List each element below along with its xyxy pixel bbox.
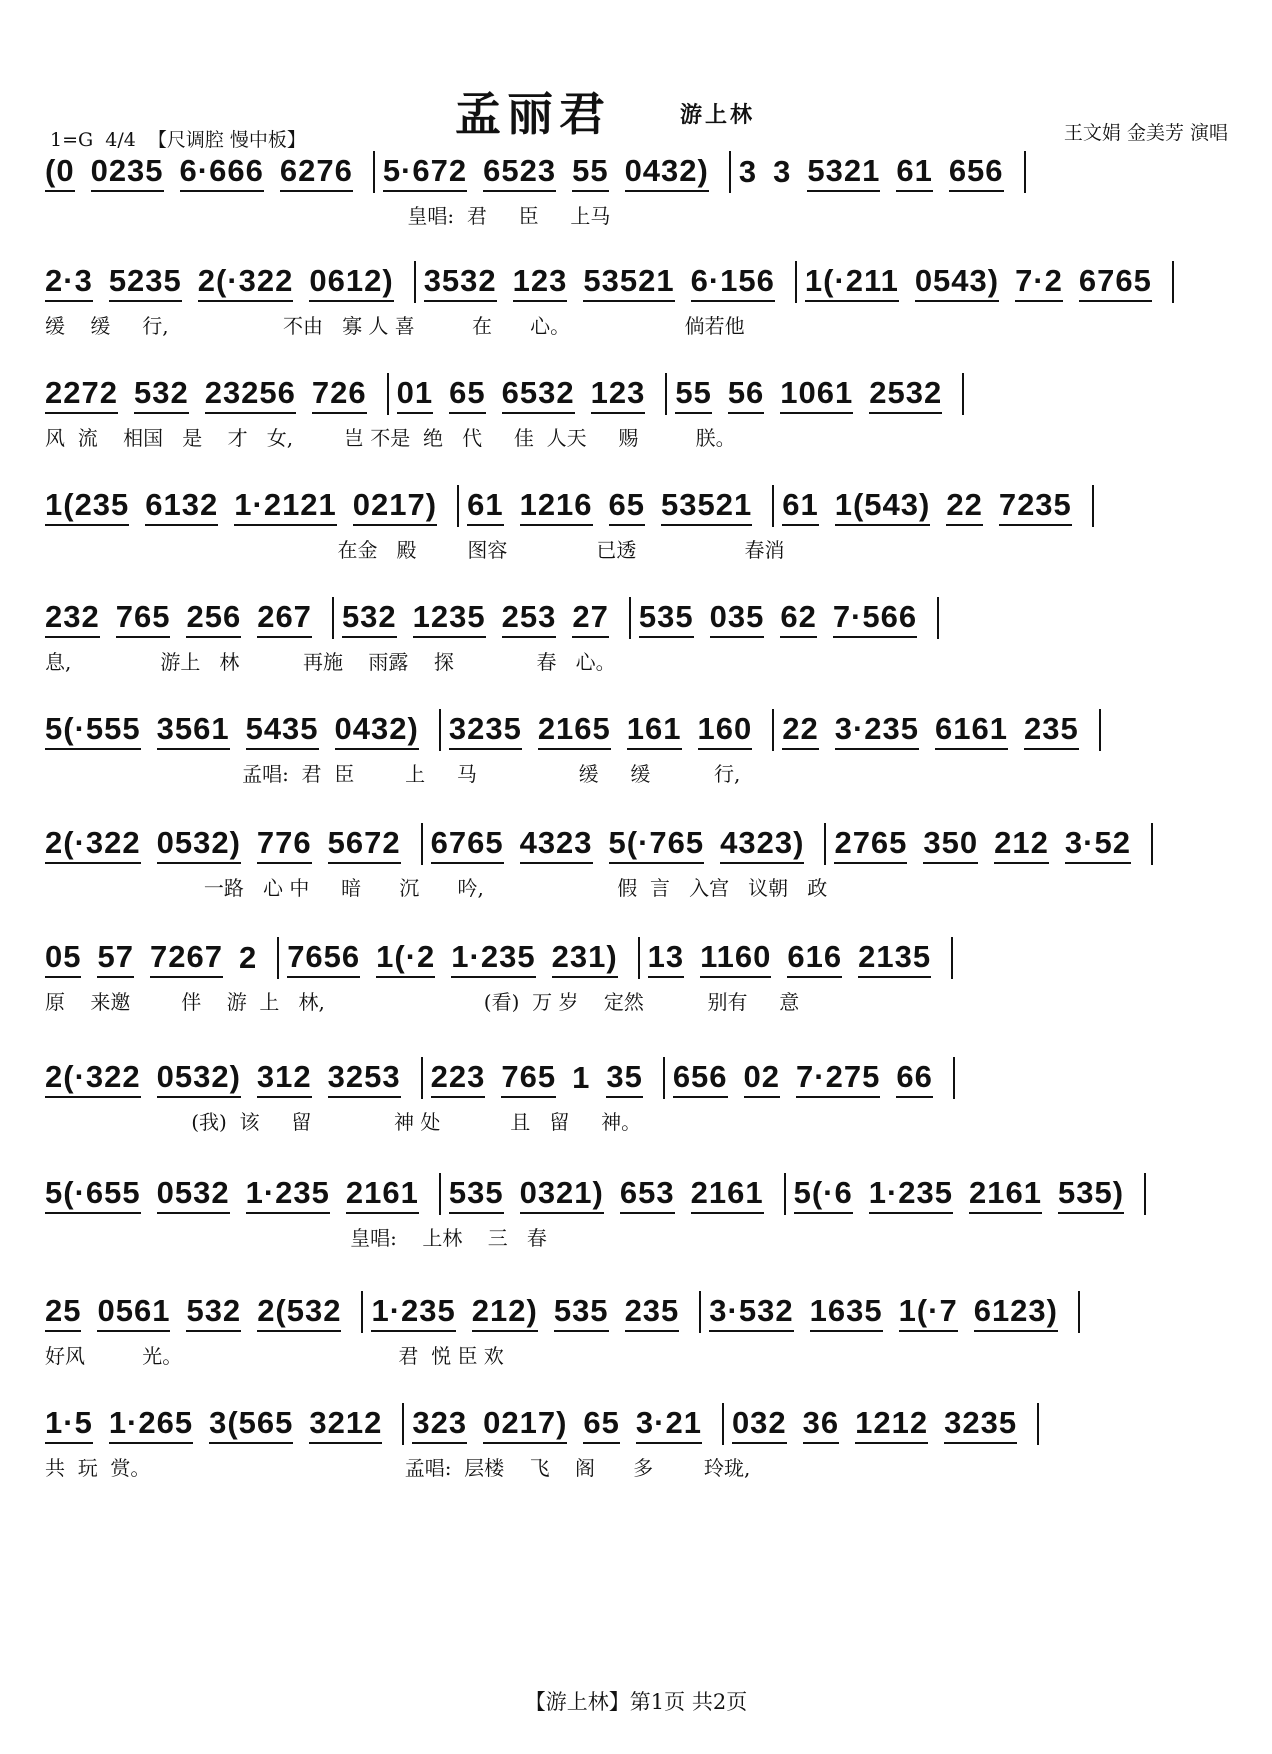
bar-line	[772, 485, 774, 527]
note-group: 2161	[346, 1175, 419, 1214]
note-group: 5(·555	[45, 711, 141, 750]
score-title: 孟丽君	[455, 87, 611, 141]
note-group: 323	[412, 1405, 467, 1444]
lyric-line: 好风 光。 君 悦 臣 欢	[45, 1344, 504, 1368]
note-group: 1·265	[109, 1405, 193, 1444]
note-group: 3235	[944, 1405, 1017, 1444]
note-group: 1	[572, 1059, 591, 1095]
note-line	[45, 708, 1233, 752]
note-group: 253	[502, 599, 557, 638]
note-group: 3253	[328, 1059, 401, 1098]
note-group: 532	[186, 1293, 241, 1332]
note-group: 3·21	[636, 1405, 702, 1444]
note-group: 123	[591, 375, 646, 414]
tempo-style: 【尺调腔 慢中板】	[147, 129, 306, 151]
note-group: 2135	[858, 939, 931, 978]
note-group: 532	[134, 375, 189, 414]
note-group: 1(543)	[835, 487, 931, 526]
lyric-line: 共 玩 赏。 孟唱: 层楼 飞 阁 多 玲珑,	[45, 1456, 751, 1480]
note-group: 312	[257, 1059, 312, 1098]
note-group: 2272	[45, 375, 118, 414]
bar-line	[722, 1403, 724, 1445]
note-group: 7·275	[796, 1059, 880, 1098]
bar-line	[402, 1403, 404, 1445]
note-group: 3561	[157, 711, 230, 750]
note-group: 7·2	[1015, 263, 1063, 302]
note-group: 3	[773, 153, 792, 189]
note-group: 35	[606, 1059, 642, 1098]
bar-line	[1078, 1291, 1080, 1333]
note-group: 1235	[413, 599, 486, 638]
bar-line	[439, 709, 441, 751]
key-signature: 1=G	[50, 129, 94, 151]
note-group: 535)	[1058, 1175, 1124, 1214]
note-group: 62	[780, 599, 816, 638]
note-group: 6161	[935, 711, 1008, 750]
note-group: 223	[431, 1059, 486, 1098]
note-group: 6765	[1079, 263, 1152, 302]
note-group: 56	[728, 375, 764, 414]
note-group: 231)	[552, 939, 618, 978]
bar-line	[795, 261, 797, 303]
notation-row	[45, 140, 1233, 236]
note-group: 212)	[472, 1293, 538, 1332]
note-group: 22	[782, 711, 818, 750]
note-group: 23256	[205, 375, 296, 414]
bar-line	[387, 373, 389, 415]
note-group: 0321)	[520, 1175, 604, 1214]
note-group: 653	[620, 1175, 675, 1214]
lyric-line: 息, 游上 林 再施 雨露 探 春 心。	[45, 650, 616, 674]
note-group: 7267	[150, 939, 223, 978]
bar-line	[937, 597, 939, 639]
note-group: 3212	[309, 1405, 382, 1444]
note-group: 6·156	[691, 263, 775, 302]
note-group: 65	[583, 1405, 619, 1444]
note-group: 1·235	[371, 1293, 455, 1332]
bar-line	[824, 823, 826, 865]
bar-line	[439, 1173, 441, 1215]
note-group: 55	[572, 153, 608, 192]
note-group: 0532)	[157, 1059, 241, 1098]
note-group: 532	[342, 599, 397, 638]
notation-row	[45, 812, 1233, 908]
note-group: 160	[698, 711, 753, 750]
note-group: 2161	[691, 1175, 764, 1214]
note-group: 3·235	[835, 711, 919, 750]
note-group: 2161	[969, 1175, 1042, 1214]
note-group: 123	[513, 263, 568, 302]
notation-row	[45, 1162, 1233, 1258]
note-group: 032	[732, 1405, 787, 1444]
note-group: 0217)	[483, 1405, 567, 1444]
note-group: 5(·6	[794, 1175, 853, 1214]
page-footer: 【游上林】第1页 共2页	[524, 1690, 748, 1714]
note-group: 55	[675, 375, 711, 414]
bar-line	[665, 373, 667, 415]
bar-line	[953, 1057, 955, 1099]
note-group: 535	[639, 599, 694, 638]
note-group: 256	[186, 599, 241, 638]
note-group: 5235	[109, 263, 182, 302]
note-group: 2165	[538, 711, 611, 750]
bar-line	[1092, 485, 1094, 527]
note-group: 36	[803, 1405, 839, 1444]
notation-row	[45, 698, 1233, 794]
bar-line	[457, 485, 459, 527]
note-group: 5672	[328, 825, 401, 864]
note-group: 7235	[999, 487, 1072, 526]
notation-row	[45, 1392, 1233, 1488]
note-group: 2(532	[257, 1293, 341, 1332]
note-group: 3532	[424, 263, 497, 302]
bar-line	[1144, 1173, 1146, 1215]
bar-line	[1172, 261, 1174, 303]
note-group: 25	[45, 1293, 81, 1332]
note-line	[45, 372, 1233, 416]
note-group: 1216	[520, 487, 593, 526]
note-group: 0532	[157, 1175, 230, 1214]
note-group: 6·666	[180, 153, 264, 192]
note-group: 035	[710, 599, 765, 638]
performers: 王文娟 金美芳 演唱	[1063, 122, 1228, 144]
note-group: 3·52	[1065, 825, 1131, 864]
bar-line	[962, 373, 964, 415]
lyric-line: 风 流 相国 是 才 女, 岂 不是 绝 代 佳 人天 赐 朕。	[45, 426, 736, 450]
note-group: 6532	[502, 375, 575, 414]
note-group: 535	[449, 1175, 504, 1214]
note-group: 235	[1024, 711, 1079, 750]
note-group: 656	[673, 1059, 728, 1098]
note-group: 53521	[661, 487, 752, 526]
note-group: 3	[738, 153, 758, 189]
note-group: 776	[257, 825, 312, 864]
note-group: 2·3	[45, 263, 93, 302]
bar-line	[1099, 709, 1101, 751]
note-group: 4323	[520, 825, 593, 864]
bar-line	[629, 597, 631, 639]
note-group: 765	[116, 599, 171, 638]
bar-line	[1037, 1403, 1039, 1445]
note-group: 0217)	[353, 487, 437, 526]
note-group: 7656	[287, 939, 360, 978]
note-group: 0561	[97, 1293, 170, 1332]
note-group: 0612)	[309, 263, 393, 302]
note-group: 2532	[869, 375, 942, 414]
note-group: 161	[627, 711, 682, 750]
note-group: 1061	[780, 375, 853, 414]
note-group: 61	[896, 153, 932, 192]
note-group: 1635	[810, 1293, 883, 1332]
bar-line	[951, 937, 953, 979]
score-subtitle: 游上林	[680, 102, 756, 128]
notation-row	[45, 926, 1233, 1022]
note-group: 5(·765	[609, 825, 705, 864]
notation-row	[45, 586, 1233, 682]
note-group: 6132	[145, 487, 218, 526]
note-group: 2765	[834, 825, 907, 864]
note-group: 65	[609, 487, 645, 526]
bar-line	[699, 1291, 701, 1333]
note-group: (0	[45, 153, 75, 192]
note-group: 01	[397, 375, 433, 414]
lyric-line: 孟唱: 君 臣 上 马 缓 缓 行,	[45, 762, 741, 786]
note-group: 6765	[431, 825, 504, 864]
note-group: 1·235	[246, 1175, 330, 1214]
time-signature: 4/4	[105, 129, 136, 151]
note-group: 0235	[91, 153, 164, 192]
note-group: 2(·322	[198, 263, 294, 302]
note-line	[45, 1402, 1233, 1446]
bar-line	[332, 597, 334, 639]
note-group: 616	[787, 939, 842, 978]
note-group: 5(·655	[45, 1175, 141, 1214]
note-group: 65	[449, 375, 485, 414]
bar-line	[784, 1173, 786, 1215]
note-group: 3·532	[709, 1293, 793, 1332]
note-line	[45, 822, 1233, 866]
note-line	[45, 1056, 1233, 1100]
note-group: 61	[467, 487, 503, 526]
bar-line	[373, 151, 375, 193]
note-group: 4323)	[720, 825, 804, 864]
note-line	[45, 1290, 1233, 1334]
note-group: 1212	[855, 1405, 928, 1444]
note-line	[45, 150, 1233, 194]
bar-line	[729, 151, 731, 193]
note-line	[45, 1172, 1233, 1216]
note-group: 726	[312, 375, 367, 414]
note-group: 350	[923, 825, 978, 864]
notation-row	[45, 362, 1233, 458]
lyric-line: 缓 缓 行, 不由 寡 人 喜 在 心。 倘若他	[45, 314, 745, 338]
note-group: 61	[782, 487, 818, 526]
bar-line	[1024, 151, 1026, 193]
bar-line	[277, 937, 279, 979]
bar-line	[1151, 823, 1153, 865]
note-group: 6123)	[974, 1293, 1058, 1332]
note-group: 6523	[483, 153, 556, 192]
note-group: 3235	[449, 711, 522, 750]
bar-line	[421, 1057, 423, 1099]
note-group: 5321	[807, 153, 880, 192]
note-group: 1·5	[45, 1405, 93, 1444]
note-group: 3(565	[209, 1405, 293, 1444]
note-group: 27	[572, 599, 608, 638]
note-group: 6276	[280, 153, 353, 192]
note-line	[45, 260, 1233, 304]
note-group: 1(·211	[805, 263, 899, 302]
lyric-line: 一路 心 中 暗 沉 吟, 假 言 入宫 议朝 政	[45, 876, 828, 900]
note-group: 66	[896, 1059, 932, 1098]
note-line	[45, 484, 1233, 528]
note-group: 2	[238, 939, 258, 975]
note-group: 267	[257, 599, 312, 638]
note-group: 235	[625, 1293, 680, 1332]
note-group: 212	[994, 825, 1049, 864]
note-group: 0532)	[157, 825, 241, 864]
note-group: 57	[97, 939, 133, 978]
note-group: 7·566	[833, 599, 917, 638]
bar-line	[638, 937, 640, 979]
note-group: 1·235	[869, 1175, 953, 1214]
note-group: 2(·322	[45, 1059, 141, 1098]
note-group: 1160	[700, 939, 771, 978]
note-group: 656	[949, 153, 1004, 192]
notation-row	[45, 474, 1233, 570]
note-group: 5·672	[383, 153, 467, 192]
note-group: 0543)	[915, 263, 999, 302]
bar-line	[663, 1057, 665, 1099]
lyric-line: (我) 该 留 神 处 且 留 神。	[45, 1110, 642, 1134]
lyric-line: 皇唱: 君 臣 上马	[45, 204, 611, 228]
note-group: 02	[744, 1059, 780, 1098]
bar-line	[772, 709, 774, 751]
note-group: 765	[501, 1059, 556, 1098]
note-group: 13	[648, 939, 684, 978]
lyric-line: 原 来邀 伴 游 上 林, (看) 万 岁 定然 别有 意	[45, 990, 800, 1014]
note-group: 5435	[246, 711, 319, 750]
note-group: 1(235	[45, 487, 129, 526]
note-group: 0432)	[335, 711, 419, 750]
bar-line	[421, 823, 423, 865]
bar-line	[361, 1291, 363, 1333]
note-group: 1(·7	[899, 1293, 958, 1332]
note-group: 1·235	[451, 939, 535, 978]
note-group: 2(·322	[45, 825, 141, 864]
note-group: 535	[554, 1293, 609, 1332]
note-line	[45, 596, 1233, 640]
lyric-line: 在金 殿 图容 已透 春消	[45, 538, 785, 562]
notation-row	[45, 250, 1233, 346]
note-group: 0432)	[625, 153, 709, 192]
note-group: 22	[946, 487, 982, 526]
note-line	[45, 936, 1233, 980]
note-group: 1(·2	[376, 939, 435, 978]
bar-line	[414, 261, 416, 303]
note-group: 1·2121	[234, 487, 337, 526]
note-group: 53521	[583, 263, 674, 302]
lyric-line: 皇唱: 上林 三 春	[45, 1226, 547, 1250]
note-group: 05	[45, 939, 81, 978]
note-group: 232	[45, 599, 100, 638]
notation-row	[45, 1280, 1233, 1376]
notation-row	[45, 1046, 1233, 1142]
